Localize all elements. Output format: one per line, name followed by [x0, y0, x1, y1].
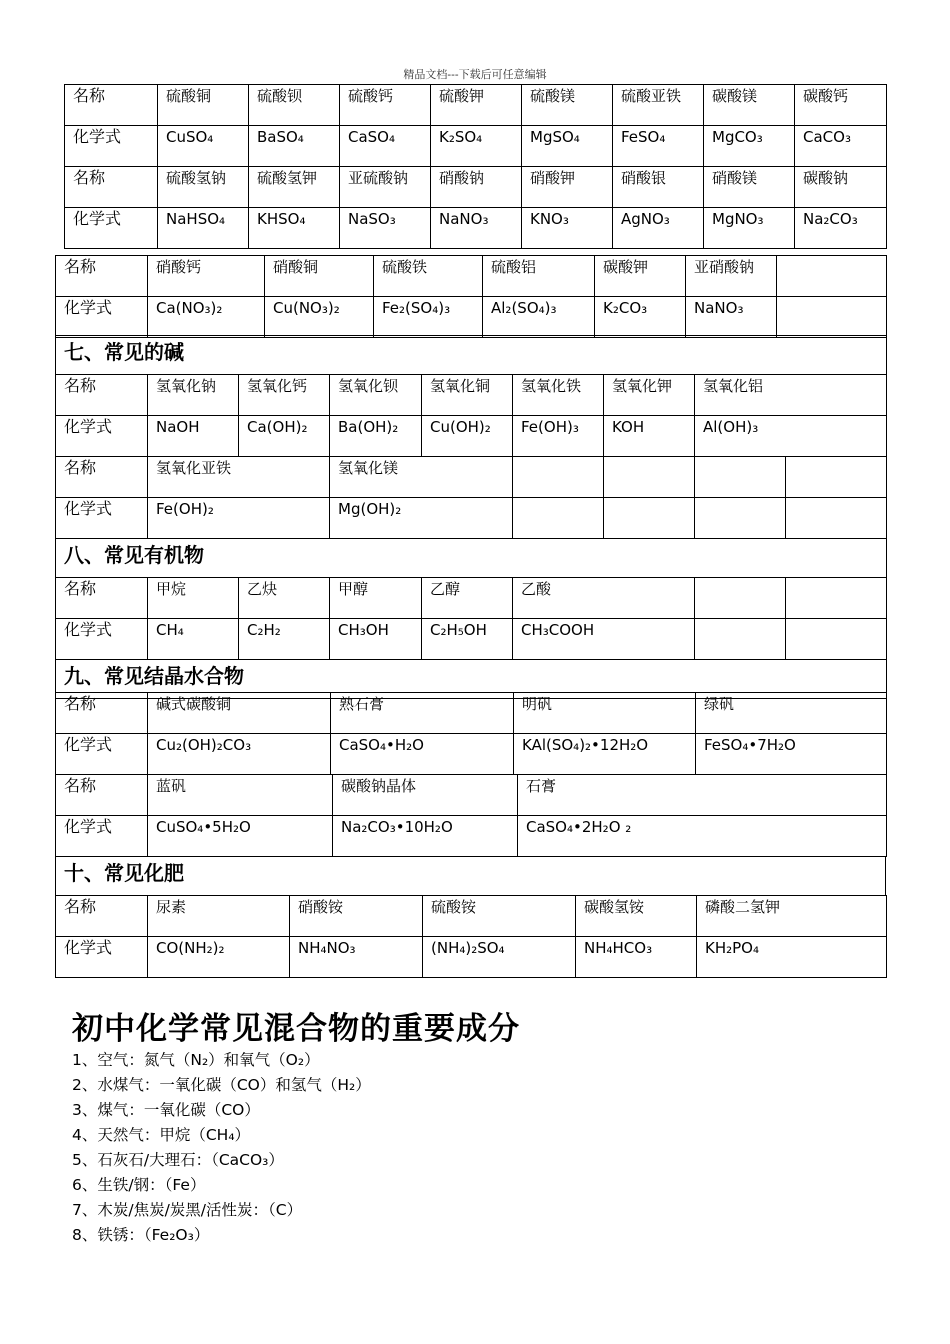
row-label-cell: 化学式: [65, 126, 158, 167]
table-cell: KHSO₄: [249, 208, 340, 249]
table-cell: Fe(OH)₂: [148, 498, 330, 539]
compounds-table-main: [55, 335, 886, 699]
row-label-cell: 化学式: [65, 208, 158, 249]
table-cell: Cu(OH)₂: [422, 416, 513, 457]
row-label-cell: 名称: [56, 578, 148, 619]
table-cell: MgSO₄: [522, 126, 613, 167]
table-row: [56, 693, 887, 734]
row-label-cell: 化学式: [56, 816, 148, 857]
section-title-hydrates: 九、常见结晶水合物: [56, 660, 887, 699]
table-cell: 硫酸氢钾: [249, 167, 340, 208]
table-cell: Al₂(SO₄)₃: [483, 297, 595, 338]
table-cell: Fe(OH)₃: [513, 416, 604, 457]
empty-cell: [513, 498, 604, 539]
salts-table-a: [64, 84, 886, 249]
table-cell: KAl(SO₄)₂•12H₂O: [514, 734, 696, 775]
table-cell: AgNO₃: [613, 208, 704, 249]
table-row: [65, 85, 887, 126]
mixture-item: 6、生铁/钢：（Fe）: [72, 1176, 206, 1194]
section-title-organics: 八、常见有机物: [56, 539, 887, 578]
row-label-cell: 名称: [56, 693, 148, 734]
table-cell: (NH₄)₂SO₄: [423, 937, 576, 978]
table-cell: Ca(OH)₂: [239, 416, 330, 457]
table-cell: [777, 256, 887, 297]
table-cell: KOH: [604, 416, 695, 457]
table-cell: 乙炔: [239, 578, 330, 619]
table-row: [56, 896, 887, 937]
row-label-cell: 化学式: [56, 297, 148, 338]
table-cell: 硝酸镁: [704, 167, 795, 208]
table-cell: Ba(OH)₂: [330, 416, 422, 457]
table-cell: 硫酸钙: [340, 85, 431, 126]
table-cell: 氢氧化亚铁: [148, 457, 330, 498]
empty-cell: [786, 578, 887, 619]
table-cell: NH₄HCO₃: [576, 937, 697, 978]
table-cell: CH₄: [148, 619, 239, 660]
table-cell: 硫酸铜: [158, 85, 249, 126]
table-cell: NaNO₃: [431, 208, 522, 249]
mixtures-title: 初中化学常见混合物的重要成分: [72, 1011, 520, 1047]
table-cell: MgCO₃: [704, 126, 795, 167]
row-label-cell: 名称: [65, 167, 158, 208]
table-row: [56, 498, 887, 539]
table-cell: 氢氧化铁: [513, 375, 604, 416]
mixture-item: 2、水煤气：一氧化碳（CO）和氢气（H₂）: [72, 1076, 371, 1094]
section-title-fertilizers: 十、常见化肥: [56, 857, 886, 896]
table-row: [56, 816, 887, 857]
table-cell: C₂H₅OH: [422, 619, 513, 660]
table-cell: 硫酸铵: [423, 896, 576, 937]
row-label-cell: 名称: [56, 896, 148, 937]
table-row: [56, 578, 887, 619]
empty-cell: [513, 457, 604, 498]
table-cell: Al(OH)₃: [695, 416, 887, 457]
table-cell: [777, 297, 887, 338]
table-cell: NaNO₃: [686, 297, 777, 338]
table-cell: 磷酸二氢钾: [697, 896, 887, 937]
empty-cell: [604, 498, 695, 539]
table-cell: Cu₂(OH)₂CO₃: [148, 734, 331, 775]
table-cell: K₂CO₃: [595, 297, 686, 338]
empty-cell: [786, 498, 887, 539]
empty-cell: [695, 578, 786, 619]
mixture-item: 4、天然气：甲烷（CH₄）: [72, 1126, 251, 1144]
table-cell: 氢氧化铜: [422, 375, 513, 416]
table-row: [56, 375, 887, 416]
table-cell: 碳酸钾: [595, 256, 686, 297]
row-label-cell: 名称: [56, 256, 148, 297]
mixture-item: 3、煤气：一氧化碳（CO）: [72, 1101, 260, 1119]
table-cell: 硝酸钾: [522, 167, 613, 208]
table-cell: Fe₂(SO₄)₃: [374, 297, 483, 338]
table-cell: 亚硝酸钠: [686, 256, 777, 297]
row-label-cell: 化学式: [56, 416, 148, 457]
table-cell: 硫酸亚铁: [613, 85, 704, 126]
table-cell: 碱式碳酸铜: [148, 693, 331, 734]
table-cell: 硫酸镁: [522, 85, 613, 126]
table-cell: CaSO₄•H₂O: [331, 734, 514, 775]
table-row: [65, 208, 887, 249]
row-label-cell: 名称: [56, 375, 148, 416]
table-row: [65, 167, 887, 208]
table-cell: CuSO₄•5H₂O: [148, 816, 333, 857]
table-cell: 硝酸铜: [265, 256, 374, 297]
table-cell: 碳酸钠晶体: [333, 775, 518, 816]
table-cell: 碳酸氢铵: [576, 896, 697, 937]
table-cell: 硝酸铵: [290, 896, 423, 937]
table-cell: KH₂PO₄: [697, 937, 887, 978]
table-row: [56, 734, 887, 775]
table-cell: 乙醇: [422, 578, 513, 619]
table-cell: 氢氧化镁: [330, 457, 513, 498]
table-cell: K₂SO₄: [431, 126, 522, 167]
table-cell: CaCO₃: [795, 126, 887, 167]
table-row: [56, 256, 887, 297]
row-label-cell: 化学式: [56, 498, 148, 539]
table-cell: 绿矾: [696, 693, 887, 734]
row-label-cell: 名称: [56, 457, 148, 498]
mixture-item: 8、铁锈：（Fe₂O₃）: [72, 1226, 210, 1244]
table-cell: 乙酸: [513, 578, 695, 619]
table-cell: CO(NH₂)₂: [148, 937, 290, 978]
table-row: [56, 937, 887, 978]
table-cell: NaHSO₄: [158, 208, 249, 249]
empty-cell: [695, 457, 786, 498]
table-cell: 硫酸钾: [431, 85, 522, 126]
table-cell: 甲醇: [330, 578, 422, 619]
table-cell: 硫酸铁: [374, 256, 483, 297]
table-cell: 碳酸钙: [795, 85, 887, 126]
row-label-cell: 化学式: [56, 937, 148, 978]
empty-cell: [695, 498, 786, 539]
row-label-cell: 名称: [56, 775, 148, 816]
table-cell: CaSO₄•2H₂O ₂: [518, 816, 887, 857]
mixture-item: 1、空气：氮气（N₂）和氧气（O₂）: [72, 1051, 320, 1069]
table-cell: 氢氧化钠: [148, 375, 239, 416]
table-cell: MgNO₃: [704, 208, 795, 249]
table-cell: CH₃OH: [330, 619, 422, 660]
table-cell: NaSO₃: [340, 208, 431, 249]
hydrates-table: [55, 692, 886, 978]
page-header: 精品文档---下载后可任意编辑: [403, 68, 547, 81]
table-cell: Na₂CO₃•10H₂O: [333, 816, 518, 857]
table-row: [56, 619, 887, 660]
mixture-item: 7、木炭/焦炭/炭黑/活性炭：（C）: [72, 1201, 303, 1219]
mixtures-list: [72, 1048, 371, 1248]
table-cell: 亚硫酸钠: [340, 167, 431, 208]
section-title-bases: 七、常见的碱: [56, 336, 887, 375]
table-cell: 甲烷: [148, 578, 239, 619]
table-cell: BaSO₄: [249, 126, 340, 167]
table-row: [56, 416, 887, 457]
table-cell: 氢氧化钙: [239, 375, 330, 416]
table-cell: Mg(OH)₂: [330, 498, 513, 539]
table-cell: Cu(NO₃)₂: [265, 297, 374, 338]
table-cell: 蓝矾: [148, 775, 333, 816]
row-label-cell: 化学式: [56, 734, 148, 775]
table-row: [56, 457, 887, 498]
table-cell: C₂H₂: [239, 619, 330, 660]
row-label-cell: 化学式: [56, 619, 148, 660]
table-cell: CH₃COOH: [513, 619, 695, 660]
empty-cell: [786, 619, 887, 660]
table-cell: 硫酸氢钠: [158, 167, 249, 208]
table-row: [56, 775, 887, 816]
salts-table-b: [55, 255, 886, 338]
table-cell: 碳酸镁: [704, 85, 795, 126]
empty-cell: [695, 619, 786, 660]
table-cell: NaOH: [148, 416, 239, 457]
row-label-cell: 名称: [65, 85, 158, 126]
table-cell: 硫酸钡: [249, 85, 340, 126]
table-cell: CuSO₄: [158, 126, 249, 167]
table-row: [65, 126, 887, 167]
table-cell: 氢氧化钡: [330, 375, 422, 416]
table-cell: 氢氧化钾: [604, 375, 695, 416]
table-cell: 明矾: [514, 693, 696, 734]
table-cell: 硫酸铝: [483, 256, 595, 297]
table-cell: 硝酸钙: [148, 256, 265, 297]
empty-cell: [786, 457, 887, 498]
table-cell: CaSO₄: [340, 126, 431, 167]
table-cell: 氢氧化铝: [695, 375, 887, 416]
mixture-item: 5、石灰石/大理石：（CaCO₃）: [72, 1151, 284, 1169]
table-cell: 硝酸银: [613, 167, 704, 208]
table-cell: FeSO₄•7H₂O: [696, 734, 887, 775]
table-cell: FeSO₄: [613, 126, 704, 167]
table-cell: 石膏: [518, 775, 887, 816]
table-cell: KNO₃: [522, 208, 613, 249]
table-cell: Na₂CO₃: [795, 208, 887, 249]
empty-cell: [604, 457, 695, 498]
table-cell: 熟石膏: [331, 693, 514, 734]
table-cell: NH₄NO₃: [290, 937, 423, 978]
table-cell: 尿素: [148, 896, 290, 937]
table-cell: Ca(NO₃)₂: [148, 297, 265, 338]
table-row: [56, 297, 887, 338]
table-cell: 硝酸钠: [431, 167, 522, 208]
table-cell: 碳酸钠: [795, 167, 887, 208]
